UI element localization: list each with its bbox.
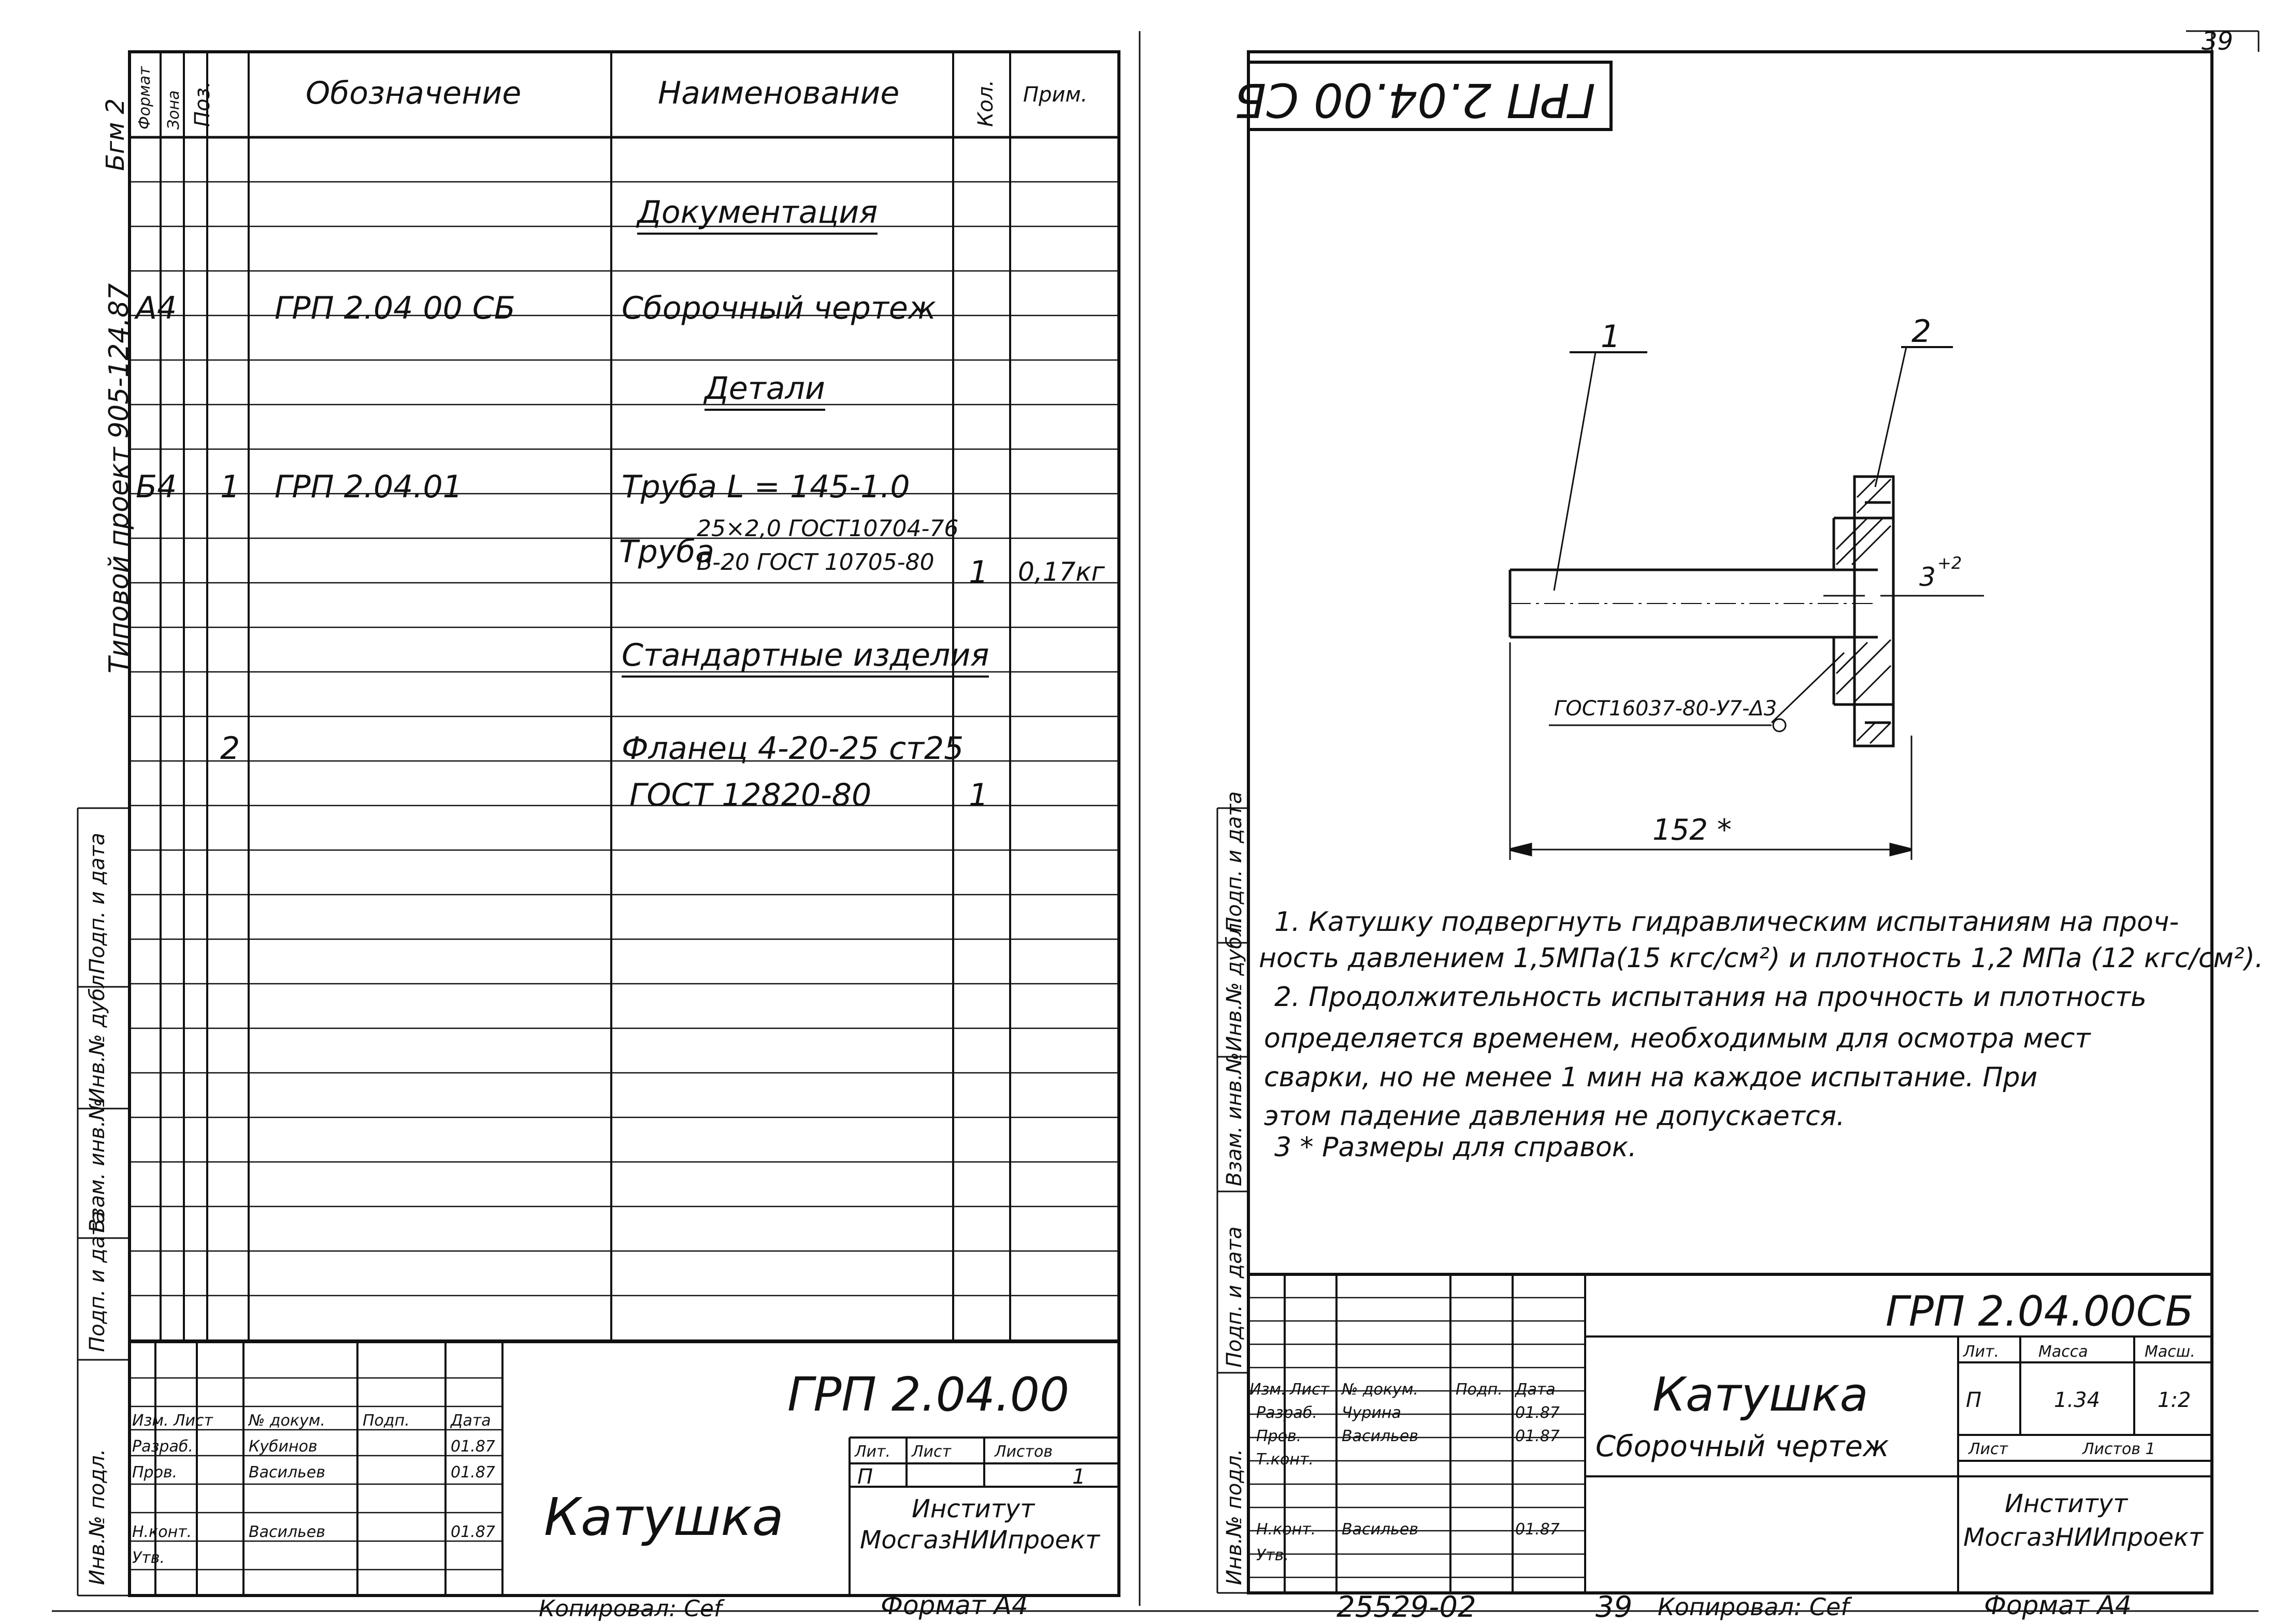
weld-label: ГОСТ16037-80-У7-Δ3 xyxy=(1554,697,1777,721)
header-designation: Обозначение xyxy=(306,75,522,111)
row-qty: 1 xyxy=(969,554,989,591)
row-pos: 1 xyxy=(220,469,240,505)
row-name: Фланец 4-20-25 ст25 xyxy=(622,730,964,767)
right-title-subtitle: Сборочный чертеж xyxy=(1595,1430,1889,1463)
role-label: Подп. xyxy=(1456,1381,1503,1399)
right-margin-label-3: Взам. инв.№ xyxy=(1223,1052,1246,1186)
person-role: Н.конт. xyxy=(1256,1520,1316,1539)
lit-value: П xyxy=(1966,1388,1982,1412)
person-date: 01.87 xyxy=(1515,1520,1560,1539)
sheet-label: Лист xyxy=(912,1443,952,1461)
role-label: № докум. xyxy=(1342,1381,1418,1399)
row-format: Б4 xyxy=(136,469,177,505)
person-role: Н.конт. xyxy=(132,1523,192,1541)
right-margin-label-2: Инв.№ дубл. xyxy=(1223,916,1246,1052)
role-label: Лист xyxy=(174,1412,213,1430)
person-date: 01.87 xyxy=(1515,1427,1560,1445)
org-line1: Институт xyxy=(2005,1489,2128,1518)
note-line: 1. Катушку подвергнуть гидравлическим испытаниям на проч- xyxy=(1274,907,2179,938)
mirrored-code: ГРП 2.04.00 СБ xyxy=(1234,73,1595,127)
role-label: № докум. xyxy=(249,1412,325,1430)
row-format: А4 xyxy=(136,290,177,326)
header-qty: Кол. xyxy=(974,79,998,127)
row-name: ГОСТ 12820-80 xyxy=(629,777,872,813)
sheets-label: Листов 1 xyxy=(2082,1440,2155,1458)
person-date: 01.87 xyxy=(1515,1404,1560,1422)
note-line: сварки, но не менее 1 мин на каждое испытание. При xyxy=(1264,1062,2038,1093)
row-note: 0,17кг xyxy=(1018,557,1105,587)
callout-2: 2 xyxy=(1911,313,1932,350)
inventory-label: Бгм 2 xyxy=(101,98,130,171)
person-role: Утв. xyxy=(1256,1546,1289,1564)
left-title-code: ГРП 2.04.00 xyxy=(787,1368,1070,1422)
row-name-top: 25×2,0 ГОСТ10704-76 xyxy=(697,515,959,542)
role-label: Подп. xyxy=(363,1412,410,1430)
page-number: 39 xyxy=(2202,27,2234,56)
row-pos: 2 xyxy=(220,730,240,767)
right-margin-label-5: Инв.№ подл. xyxy=(1223,1448,1246,1585)
right-title-name: Катушка xyxy=(1652,1368,1868,1422)
scale-label: Масш. xyxy=(2145,1343,2195,1361)
section-documentation: Документация xyxy=(637,194,878,235)
person-role: Пров. xyxy=(1256,1427,1302,1445)
pipe-spool-drawing xyxy=(1510,347,1984,860)
left-margin-label-1: Подп. и дата xyxy=(85,832,109,974)
person-name: Васильев xyxy=(1342,1520,1418,1539)
lit-value: П xyxy=(857,1465,873,1489)
format-label: Формат А4 xyxy=(881,1590,1028,1620)
person-role: Утв. xyxy=(132,1549,165,1567)
copied-label: Копировал: Cef xyxy=(539,1596,722,1622)
person-date: 01.87 xyxy=(451,1438,495,1456)
person-name: Кубинов xyxy=(249,1438,318,1456)
header-zone: Зона xyxy=(165,90,183,130)
bottom-page: 39 xyxy=(1595,1590,1633,1624)
left-margin-label-5: Инв.№ подл. xyxy=(85,1448,109,1585)
row-name: Сборочный чертеж xyxy=(622,290,936,326)
role-label: Дата xyxy=(1515,1381,1556,1399)
role-label: Дата xyxy=(451,1412,491,1430)
person-role: Разраб. xyxy=(132,1438,193,1456)
right-copied-label: Копировал: Cef xyxy=(1658,1593,1849,1621)
left-margin-label-4: Подп. и дата xyxy=(85,1211,109,1352)
header-format: Формат xyxy=(136,66,154,130)
person-name: Чурина xyxy=(1342,1404,1401,1422)
row-name: Труба xyxy=(619,534,715,570)
sheet-label: Лист xyxy=(1968,1440,2008,1458)
mass-value: 1.34 xyxy=(2054,1388,2101,1412)
person-name: Васильев xyxy=(1342,1427,1418,1445)
note-line: определяется временем, необходимым для осмотра мест xyxy=(1264,1023,2091,1054)
org-line2: МосгазНИИпроект xyxy=(860,1526,1100,1555)
person-role: Т.конт. xyxy=(1256,1450,1314,1469)
role-label: Изм. xyxy=(132,1412,169,1430)
person-role: Разраб. xyxy=(1256,1404,1317,1422)
scale-value: 1:2 xyxy=(2158,1388,2191,1412)
person-date: 01.87 xyxy=(451,1463,495,1482)
left-margin-label-2: Инв.№ дубл. xyxy=(85,968,109,1103)
note-line: 3 * Размеры для справок. xyxy=(1274,1132,1637,1163)
role-label: Лист xyxy=(1290,1381,1330,1399)
note-line: этом падение давления не допускается. xyxy=(1264,1101,1845,1132)
person-name: Васильев xyxy=(249,1463,325,1482)
right-margin-label-4: Подп. и дата xyxy=(1223,1226,1246,1368)
role-label: Изм. xyxy=(1249,1381,1286,1399)
org-line1: Институт xyxy=(912,1494,1035,1524)
sheets-value: 1 xyxy=(1072,1465,1086,1489)
header-note: Прим. xyxy=(1023,83,1088,107)
left-title-name: Катушка xyxy=(544,1487,784,1547)
project-margin-text: Типовой проект 905-124.87 xyxy=(104,283,135,673)
section-standard-items: Стандартные изделия xyxy=(622,637,989,678)
gap-tolerance: +2 xyxy=(1937,553,1962,573)
row-designation: ГРП 2.04.01 xyxy=(275,469,463,505)
note-line: ность давлением 1,5МПа(15 кгс/см²) и плотность 1,2 МПа (12 кгс/см²). xyxy=(1259,943,2264,974)
header-name: Наименование xyxy=(658,75,900,111)
person-name: Васильев xyxy=(249,1523,325,1541)
callout-1: 1 xyxy=(1601,319,1621,355)
row-designation: ГРП 2.04 00 СБ xyxy=(275,290,515,326)
row-name: Труба L = 145-1.0 xyxy=(622,469,910,505)
row-name-bottom: В-20 ГОСТ 10705-80 xyxy=(697,549,934,576)
person-date: 01.87 xyxy=(451,1523,495,1541)
mass-label: Масса xyxy=(2038,1343,2088,1361)
right-format-label: Формат А4 xyxy=(1984,1590,2132,1620)
left-margin-label-3: Взам. инв.№ xyxy=(85,1099,109,1233)
length-dimension: 152 * xyxy=(1652,813,1732,847)
note-line: 2. Продолжительность испытания на прочность и плотность xyxy=(1274,982,2147,1013)
right-title-code: ГРП 2.04.00СБ xyxy=(1886,1287,2194,1335)
right-margin-label-1: Подп. и дата xyxy=(1223,791,1246,932)
person-role: Пров. xyxy=(132,1463,178,1482)
lit-label: Лит. xyxy=(1963,1343,2000,1361)
org-line2: МосгазНИИпроект xyxy=(1963,1523,2203,1552)
row-qty: 1 xyxy=(969,777,989,813)
bottom-number: 25529-02 xyxy=(1336,1590,1476,1624)
lit-label: Лит. xyxy=(855,1443,891,1461)
gap-dimension: 3 xyxy=(1919,562,1936,592)
sheets-label: Листов xyxy=(995,1443,1053,1461)
section-details: Детали xyxy=(705,370,825,411)
header-pos: Поз. xyxy=(191,81,214,127)
